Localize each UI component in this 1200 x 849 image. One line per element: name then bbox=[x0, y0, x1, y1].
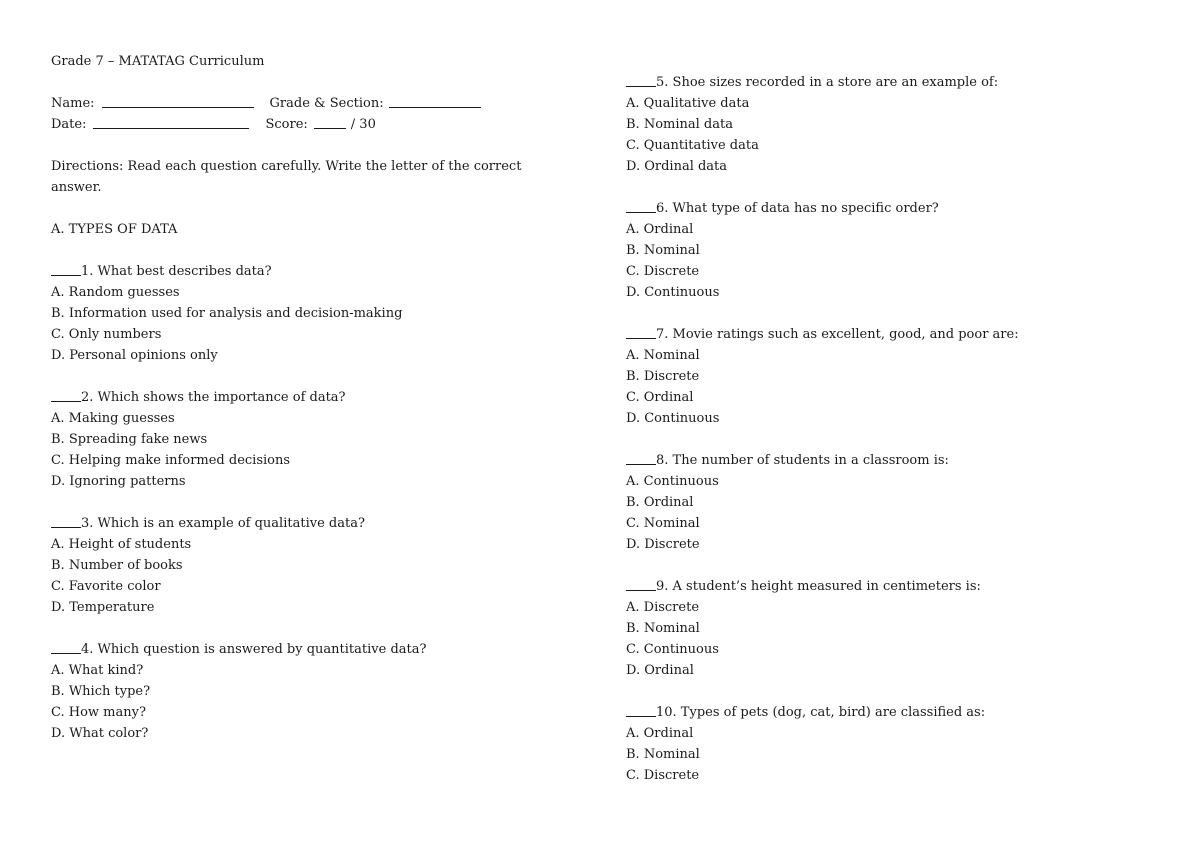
answer-choice: A. What kind? bbox=[51, 663, 144, 678]
answer-choice: C. Nominal bbox=[626, 516, 700, 531]
question-stem: 10. Types of pets (dog, cat, bird) are classified as: bbox=[656, 705, 986, 720]
answer-choice: B. Nominal data bbox=[626, 117, 733, 132]
answer-choice: B. Nominal bbox=[626, 243, 700, 258]
question-stem-row bbox=[626, 576, 1166, 597]
answer-choice: D. Continuous bbox=[626, 411, 720, 426]
answer-choice: B. Discrete bbox=[626, 369, 700, 384]
right-question-list bbox=[626, 72, 1166, 786]
question-4 bbox=[51, 639, 571, 744]
section-a-title: A. TYPES OF DATA bbox=[51, 222, 178, 237]
answer-choice: D. Personal opinions only bbox=[51, 348, 218, 363]
answer-choice: D. Ordinal bbox=[626, 663, 694, 678]
answer-choice: A. Qualitative data bbox=[626, 96, 750, 111]
left-column bbox=[51, 51, 571, 744]
directions: Directions: Read each question carefully. Write the letter of the correct answer. bbox=[51, 159, 522, 195]
answer-blank[interactable] bbox=[51, 513, 81, 528]
answer-blank[interactable] bbox=[626, 72, 656, 87]
question-stem: 6. What type of data has no specific order? bbox=[656, 201, 939, 216]
right-column bbox=[626, 72, 1166, 786]
question-stem-row bbox=[51, 387, 571, 408]
question-6 bbox=[626, 198, 1166, 303]
score-blank[interactable] bbox=[314, 114, 346, 129]
answer-blank[interactable] bbox=[51, 261, 81, 276]
answer-choice: D. Temperature bbox=[51, 600, 155, 615]
answer-choice: D. Ordinal data bbox=[626, 159, 728, 174]
answer-choice: C. Continuous bbox=[626, 642, 719, 657]
answer-choice: C. Discrete bbox=[626, 264, 700, 279]
question-10 bbox=[626, 702, 1166, 786]
answer-choice: D. Discrete bbox=[626, 537, 700, 552]
answer-choice: A. Discrete bbox=[626, 600, 700, 615]
answer-choice: C. How many? bbox=[51, 705, 146, 720]
answer-choice: B. Information used for analysis and decision-making bbox=[51, 306, 403, 321]
question-stem-row bbox=[626, 702, 1166, 723]
question-stem: 4. Which question is answered by quantitative data? bbox=[81, 642, 427, 657]
answer-choice: A. Ordinal bbox=[626, 222, 694, 237]
answer-choice: C. Favorite color bbox=[51, 579, 161, 594]
left-question-list bbox=[51, 261, 571, 744]
answer-choice: C. Quantitative data bbox=[626, 138, 759, 153]
question-stem-row bbox=[51, 639, 571, 660]
question-stem: 3. Which is an example of qualitative data? bbox=[81, 516, 365, 531]
question-stem-row bbox=[51, 261, 571, 282]
question-stem-row bbox=[626, 72, 1166, 93]
answer-choice: C. Helping make informed decisions bbox=[51, 453, 291, 468]
answer-choice: A. Random guesses bbox=[51, 285, 180, 300]
score-total: / 30 bbox=[350, 117, 376, 132]
answer-choice: A. Making guesses bbox=[51, 411, 175, 426]
name-label: Name: bbox=[51, 96, 95, 111]
question-stem: 1. What best describes data? bbox=[81, 264, 272, 279]
answer-blank[interactable] bbox=[51, 639, 81, 654]
answer-choice: B. Spreading fake news bbox=[51, 432, 208, 447]
answer-blank[interactable] bbox=[626, 576, 656, 591]
grade-section-blank[interactable] bbox=[389, 93, 481, 108]
question-stem: 7. Movie ratings such as excellent, good, and poor are: bbox=[656, 327, 1019, 342]
date-blank[interactable] bbox=[93, 114, 249, 129]
name-blank[interactable] bbox=[102, 93, 254, 108]
answer-choice: B. Ordinal bbox=[626, 495, 694, 510]
question-stem-row bbox=[626, 198, 1166, 219]
worksheet-title: Grade 7 – MATATAG Curriculum bbox=[51, 54, 265, 69]
question-stem: 5. Shoe sizes recorded in a store are an example of: bbox=[656, 75, 999, 90]
answer-choice: B. Which type? bbox=[51, 684, 151, 699]
answer-choice: D. What color? bbox=[51, 726, 149, 741]
question-5 bbox=[626, 72, 1166, 177]
question-stem: 2. Which shows the importance of data? bbox=[81, 390, 346, 405]
question-2 bbox=[51, 387, 571, 492]
question-1 bbox=[51, 261, 571, 366]
answer-blank[interactable] bbox=[626, 702, 656, 717]
answer-choice: A. Height of students bbox=[51, 537, 192, 552]
answer-blank[interactable] bbox=[51, 387, 81, 402]
answer-choice: A. Ordinal bbox=[626, 726, 694, 741]
answer-choice: D. Ignoring patterns bbox=[51, 474, 186, 489]
answer-choice: B. Nominal bbox=[626, 747, 700, 762]
answer-blank[interactable] bbox=[626, 324, 656, 339]
answer-choice: A. Nominal bbox=[626, 348, 700, 363]
answer-choice: C. Ordinal bbox=[626, 390, 694, 405]
question-stem-row bbox=[51, 513, 571, 534]
answer-blank[interactable] bbox=[626, 450, 656, 465]
answer-choice: A. Continuous bbox=[626, 474, 719, 489]
grade-section-label: Grade & Section: bbox=[269, 96, 384, 111]
question-9 bbox=[626, 576, 1166, 681]
name-row bbox=[51, 93, 571, 114]
question-8 bbox=[626, 450, 1166, 555]
question-stem-row bbox=[626, 324, 1166, 345]
score-label: Score: bbox=[265, 117, 308, 132]
answer-choice: B. Nominal bbox=[626, 621, 700, 636]
date-label: Date: bbox=[51, 117, 87, 132]
answer-choice: B. Number of books bbox=[51, 558, 183, 573]
question-stem: 8. The number of students in a classroom is: bbox=[656, 453, 949, 468]
answer-choice: D. Continuous bbox=[626, 285, 720, 300]
answer-choice: C. Discrete bbox=[626, 768, 700, 783]
question-stem: 9. A student’s height measured in centimeters is: bbox=[656, 579, 981, 594]
answer-blank[interactable] bbox=[626, 198, 656, 213]
answer-choice: C. Only numbers bbox=[51, 327, 162, 342]
question-7 bbox=[626, 324, 1166, 429]
question-3 bbox=[51, 513, 571, 618]
date-row bbox=[51, 114, 571, 135]
question-stem-row bbox=[626, 450, 1166, 471]
